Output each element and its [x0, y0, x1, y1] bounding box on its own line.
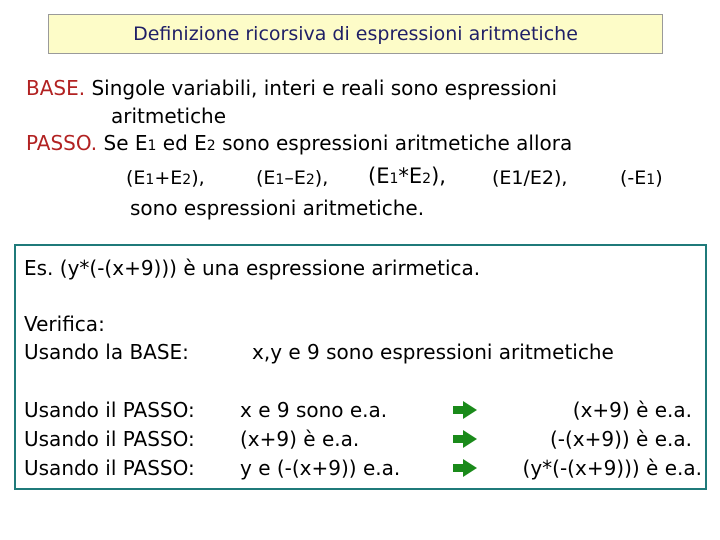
step-2-result: (-(x+9)) è e.a. [549, 427, 692, 451]
title-box [48, 14, 663, 54]
expr-1-c: ), [191, 167, 205, 189]
step-1-label: Usando il PASSO: [24, 398, 195, 422]
right-arrow-icon [447, 398, 477, 422]
step-2-premise: (x+9) è e.a. [240, 427, 360, 451]
expr-1-sub-2: 2 [182, 172, 192, 188]
base-text-1: Singole variabili, interi e reali sono espressioni [85, 76, 558, 100]
expr-2-sub-2: 2 [305, 172, 315, 188]
expr-3-a: (E [368, 164, 390, 188]
usando-base-label [24, 340, 189, 364]
expr-2-a: (E [256, 167, 276, 189]
expr-5-c: ) [655, 167, 663, 189]
usando-base-text [252, 340, 614, 364]
example-box [14, 244, 707, 490]
step-result [523, 456, 702, 480]
step-3-result: (y*(-(x+9))) è e.a. [522, 456, 702, 480]
expr-1-sub-1: 1 [145, 172, 155, 188]
passo-conclusion [130, 196, 424, 220]
verifica-label [24, 312, 105, 336]
passo-line [26, 131, 572, 158]
expr-2-c: ), [314, 167, 329, 189]
passo-text-mid: ed E [156, 131, 207, 155]
expr-3-sub-1: 1 [389, 171, 399, 187]
example-line [24, 256, 480, 280]
base-line-2 [111, 104, 226, 128]
passo-sub-1: 1 [147, 138, 157, 154]
step-3-label: Usando il PASSO: [24, 456, 195, 480]
passo-conclusion-text: sono espressioni aritmetiche. [130, 196, 425, 220]
passo-text-pre: Se E [97, 131, 148, 155]
step-2-label: Usando il PASSO: [24, 427, 195, 451]
expr-4 [492, 166, 567, 190]
base-text-2: aritmetiche [111, 104, 227, 128]
step-result [550, 427, 692, 451]
step-result [573, 398, 692, 422]
right-arrow-icon [447, 456, 477, 480]
page-title: Definizione ricorsiva di espressioni aritmetiche [133, 23, 578, 45]
step-premise [240, 398, 387, 422]
step-premise [240, 456, 400, 480]
expr-3-b: *E [398, 164, 423, 188]
usando-base-text-value: x,y e 9 sono espressioni aritmetiche [252, 340, 614, 364]
passo-text-post: sono espressioni aritmetiche allora [215, 131, 573, 155]
step-1-premise: x e 9 sono e.a. [240, 398, 388, 422]
expr-2-b: –E [284, 167, 306, 189]
step-label [24, 398, 195, 422]
expr-1-b: +E [154, 167, 183, 189]
expr-2 [256, 166, 328, 192]
step-1-result: (x+9) è e.a. [572, 398, 692, 422]
expr-3 [368, 164, 446, 191]
expr-5 [620, 166, 663, 192]
expr-4-text: (E1/E2), [492, 167, 568, 189]
base-line-1 [26, 76, 557, 100]
step-label [24, 427, 195, 451]
passo-sub-2: 2 [206, 138, 216, 154]
passo-label: PASSO. [26, 131, 98, 155]
expr-5-sub-1: 1 [646, 172, 656, 188]
expr-5-a: (-E [620, 167, 647, 189]
base-label: BASE. [26, 76, 86, 100]
expr-3-sub-2: 2 [422, 171, 432, 187]
verifica-text: Verifica: [24, 312, 105, 336]
expr-1 [126, 166, 205, 192]
step-label [24, 456, 195, 480]
right-arrow-icon [447, 427, 477, 451]
expr-2-sub-1: 1 [275, 172, 285, 188]
example-text: Es. (y*(-(x+9))) è una espressione arirmetica. [24, 256, 481, 280]
usando-base-label-text: Usando la BASE: [24, 340, 189, 364]
step-3-premise: y e (-(x+9)) e.a. [240, 456, 401, 480]
expr-1-a: (E [126, 167, 146, 189]
step-premise [240, 427, 359, 451]
expr-3-c: ), [431, 164, 446, 188]
